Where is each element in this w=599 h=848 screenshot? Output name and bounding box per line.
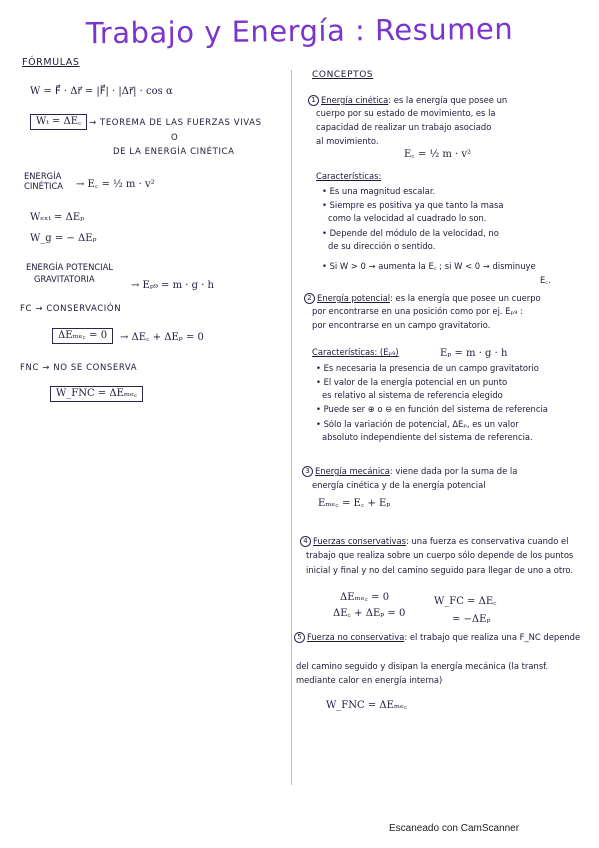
concept-2-bullet-2b: es relativo al sistema de referencia elegido xyxy=(322,390,503,400)
column-divider xyxy=(291,70,292,785)
concept-4-line-2: trabajo que realiza sobre un cuerpo sólo depende de los puntos xyxy=(306,550,574,560)
w-ext-formula: Wₑₓₜ = ΔEₚ xyxy=(30,212,85,223)
concept-1-bullet-4: • Si W > 0 → aumenta la E꜀ ; si W < 0 → disminuye xyxy=(322,261,536,271)
potential-label-2: GRAVITATORIA xyxy=(34,274,95,284)
concept-5-number: 5 xyxy=(294,632,305,643)
concept-3-title xyxy=(302,466,517,477)
potential-formula: → Eₚ₉ = m · g · h xyxy=(131,280,214,291)
concept-2-characteristics: Características: (Eₚ₉) xyxy=(312,347,399,357)
w-g-formula: W_g = − ΔEₚ xyxy=(30,233,97,244)
fc-result: → ΔE꜀ + ΔEₚ = 0 xyxy=(120,332,204,343)
concept-5-line-1: : el trabajo que realiza una F_NC depende xyxy=(404,632,581,642)
concept-5-title xyxy=(294,632,580,643)
concept-1-line-4: al movimiento. xyxy=(316,136,379,146)
concept-4-line-3: inicial y final y no del camino seguido para llegar de uno a otro. xyxy=(306,565,574,575)
concepts-heading: CONCEPTOS xyxy=(312,70,374,80)
theorem-or: O xyxy=(171,133,179,143)
concept-1-bullet-2b: como la velocidad al cuadrado lo son. xyxy=(328,213,487,223)
kinetic-label-2: CINÉTICA xyxy=(24,181,64,191)
potential-label-1: ENERGÍA POTENCIAL xyxy=(26,262,114,272)
concept-2-line-2: por encontrarse en una posición como por ej. Eₚ₉ : xyxy=(312,306,523,316)
concept-2-bullet-3: • Puede ser ⊕ o ⊖ en función del sistema de referencia xyxy=(316,404,548,414)
formulas-heading: FÓRMULAS xyxy=(22,57,80,68)
concept-2-line-1: : es la energía que posee un cuerpo xyxy=(390,293,541,303)
concept-1-term: Energía cinética xyxy=(321,95,389,105)
concept-4-term: Fuerzas conservativas xyxy=(313,536,406,546)
concept-2-bullet-4b: absoluto independiente del sistema de referencia. xyxy=(322,432,533,442)
kinetic-label-1: ENERGÍA xyxy=(24,171,62,181)
concept-5-term: Fuerza no conservativa xyxy=(307,632,405,642)
fc-box: ΔEₘₑ꜀ = 0 xyxy=(52,328,113,344)
concept-1-bullet-3b: de su dirección o sentido. xyxy=(328,241,436,251)
concept-1-bullet-4b: E꜀. xyxy=(540,275,551,285)
concept-1-bullet-3a: • Depende del módulo de la velocidad, no xyxy=(322,228,499,238)
work-formula: W = F⃗ · Δr⃗ = |F⃗| · |Δr⃗| · cos α xyxy=(30,86,173,97)
concept-4-title xyxy=(300,536,568,547)
concept-3-formula: Eₘₑ꜀ = E꜀ + Eₚ xyxy=(318,498,391,509)
concept-2-bullet-2a: • El valor de la energía potencial en un punto xyxy=(316,377,508,387)
concept-2-formula: Eₚ = m · g · h xyxy=(440,348,508,359)
concept-4-formula-2: ΔE꜀ + ΔEₚ = 0 xyxy=(333,608,406,619)
concept-2-bullet-1: • Es necesaria la presencia de un campo gravitatorio xyxy=(316,363,539,373)
concept-3-line-1: : viene dada por la suma de la xyxy=(389,466,518,476)
theorem-box: Wₜ = ΔE꜀ xyxy=(30,114,87,130)
concept-4-formula-1: ΔEₘₑ꜀ = 0 xyxy=(340,592,390,603)
concept-4-number: 4 xyxy=(300,536,311,547)
concept-4-formula-4: = −ΔEₚ xyxy=(452,614,491,625)
concept-3-number: 3 xyxy=(302,466,313,477)
concept-1-formula: E꜀ = ½ m · v² xyxy=(404,149,472,160)
fnc-line: FNC → NO SE CONSERVA xyxy=(20,363,138,373)
fc-line: FC → CONSERVACIÓN xyxy=(20,304,122,314)
concept-1-bullet-1: • Es una magnitud escalar. xyxy=(322,186,436,196)
concept-3-line-2: energía cinética y de la energía potencial xyxy=(312,480,486,490)
concept-1-title xyxy=(308,95,507,106)
theorem-label-2: DE LA ENERGÍA CINÉTICA xyxy=(113,147,235,157)
concept-1-line-3: capacidad de realizar un trabajo asociado xyxy=(316,122,492,132)
concept-5-formula: W_FNC = ΔEₘₑ꜀ xyxy=(326,700,408,711)
concept-2-number: 2 xyxy=(304,293,315,304)
concept-4-formula-3: W_FC = ΔE꜀ xyxy=(434,596,497,607)
page-title: Trabajo y Energía : Resumen xyxy=(85,11,514,51)
concept-3-term: Energía mecánica xyxy=(315,466,390,476)
concept-2-term: Energía potencial xyxy=(317,293,391,303)
concept-1-number: 1 xyxy=(308,95,319,106)
concept-5-line-2: del camino seguido y disipan la energía mecánica (la transf. xyxy=(296,661,549,671)
concept-2-title xyxy=(304,293,541,304)
fnc-box: W_FNC = ΔEₘₑ꜀ xyxy=(50,386,143,402)
scanner-footer: Escaneado con CamScanner xyxy=(389,823,520,834)
concept-2-line-3: por encontrarse en un campo gravitatorio. xyxy=(312,320,491,330)
concept-5-line-3: mediante calor en energía interna) xyxy=(296,675,443,685)
concept-1-bullet-2a: • Siempre es positiva ya que tanto la masa xyxy=(322,200,504,210)
concept-1-line-1: : es la energía que posee un xyxy=(388,95,508,105)
concept-4-line-1: : una fuerza es conservativa cuando el xyxy=(405,536,569,546)
theorem-label-1: → TEOREMA DE LAS FUERZAS VIVAS xyxy=(89,118,262,128)
kinetic-formula: → E꜀ = ½ m · v² xyxy=(76,179,155,190)
concept-2-bullet-4a: • Sólo la variación de potencial, ΔEₚ, es un valor xyxy=(316,419,519,429)
concept-1-characteristics: Características: xyxy=(316,171,382,181)
concept-1-line-2: cuerpo por su estado de movimiento, es la xyxy=(316,108,496,118)
